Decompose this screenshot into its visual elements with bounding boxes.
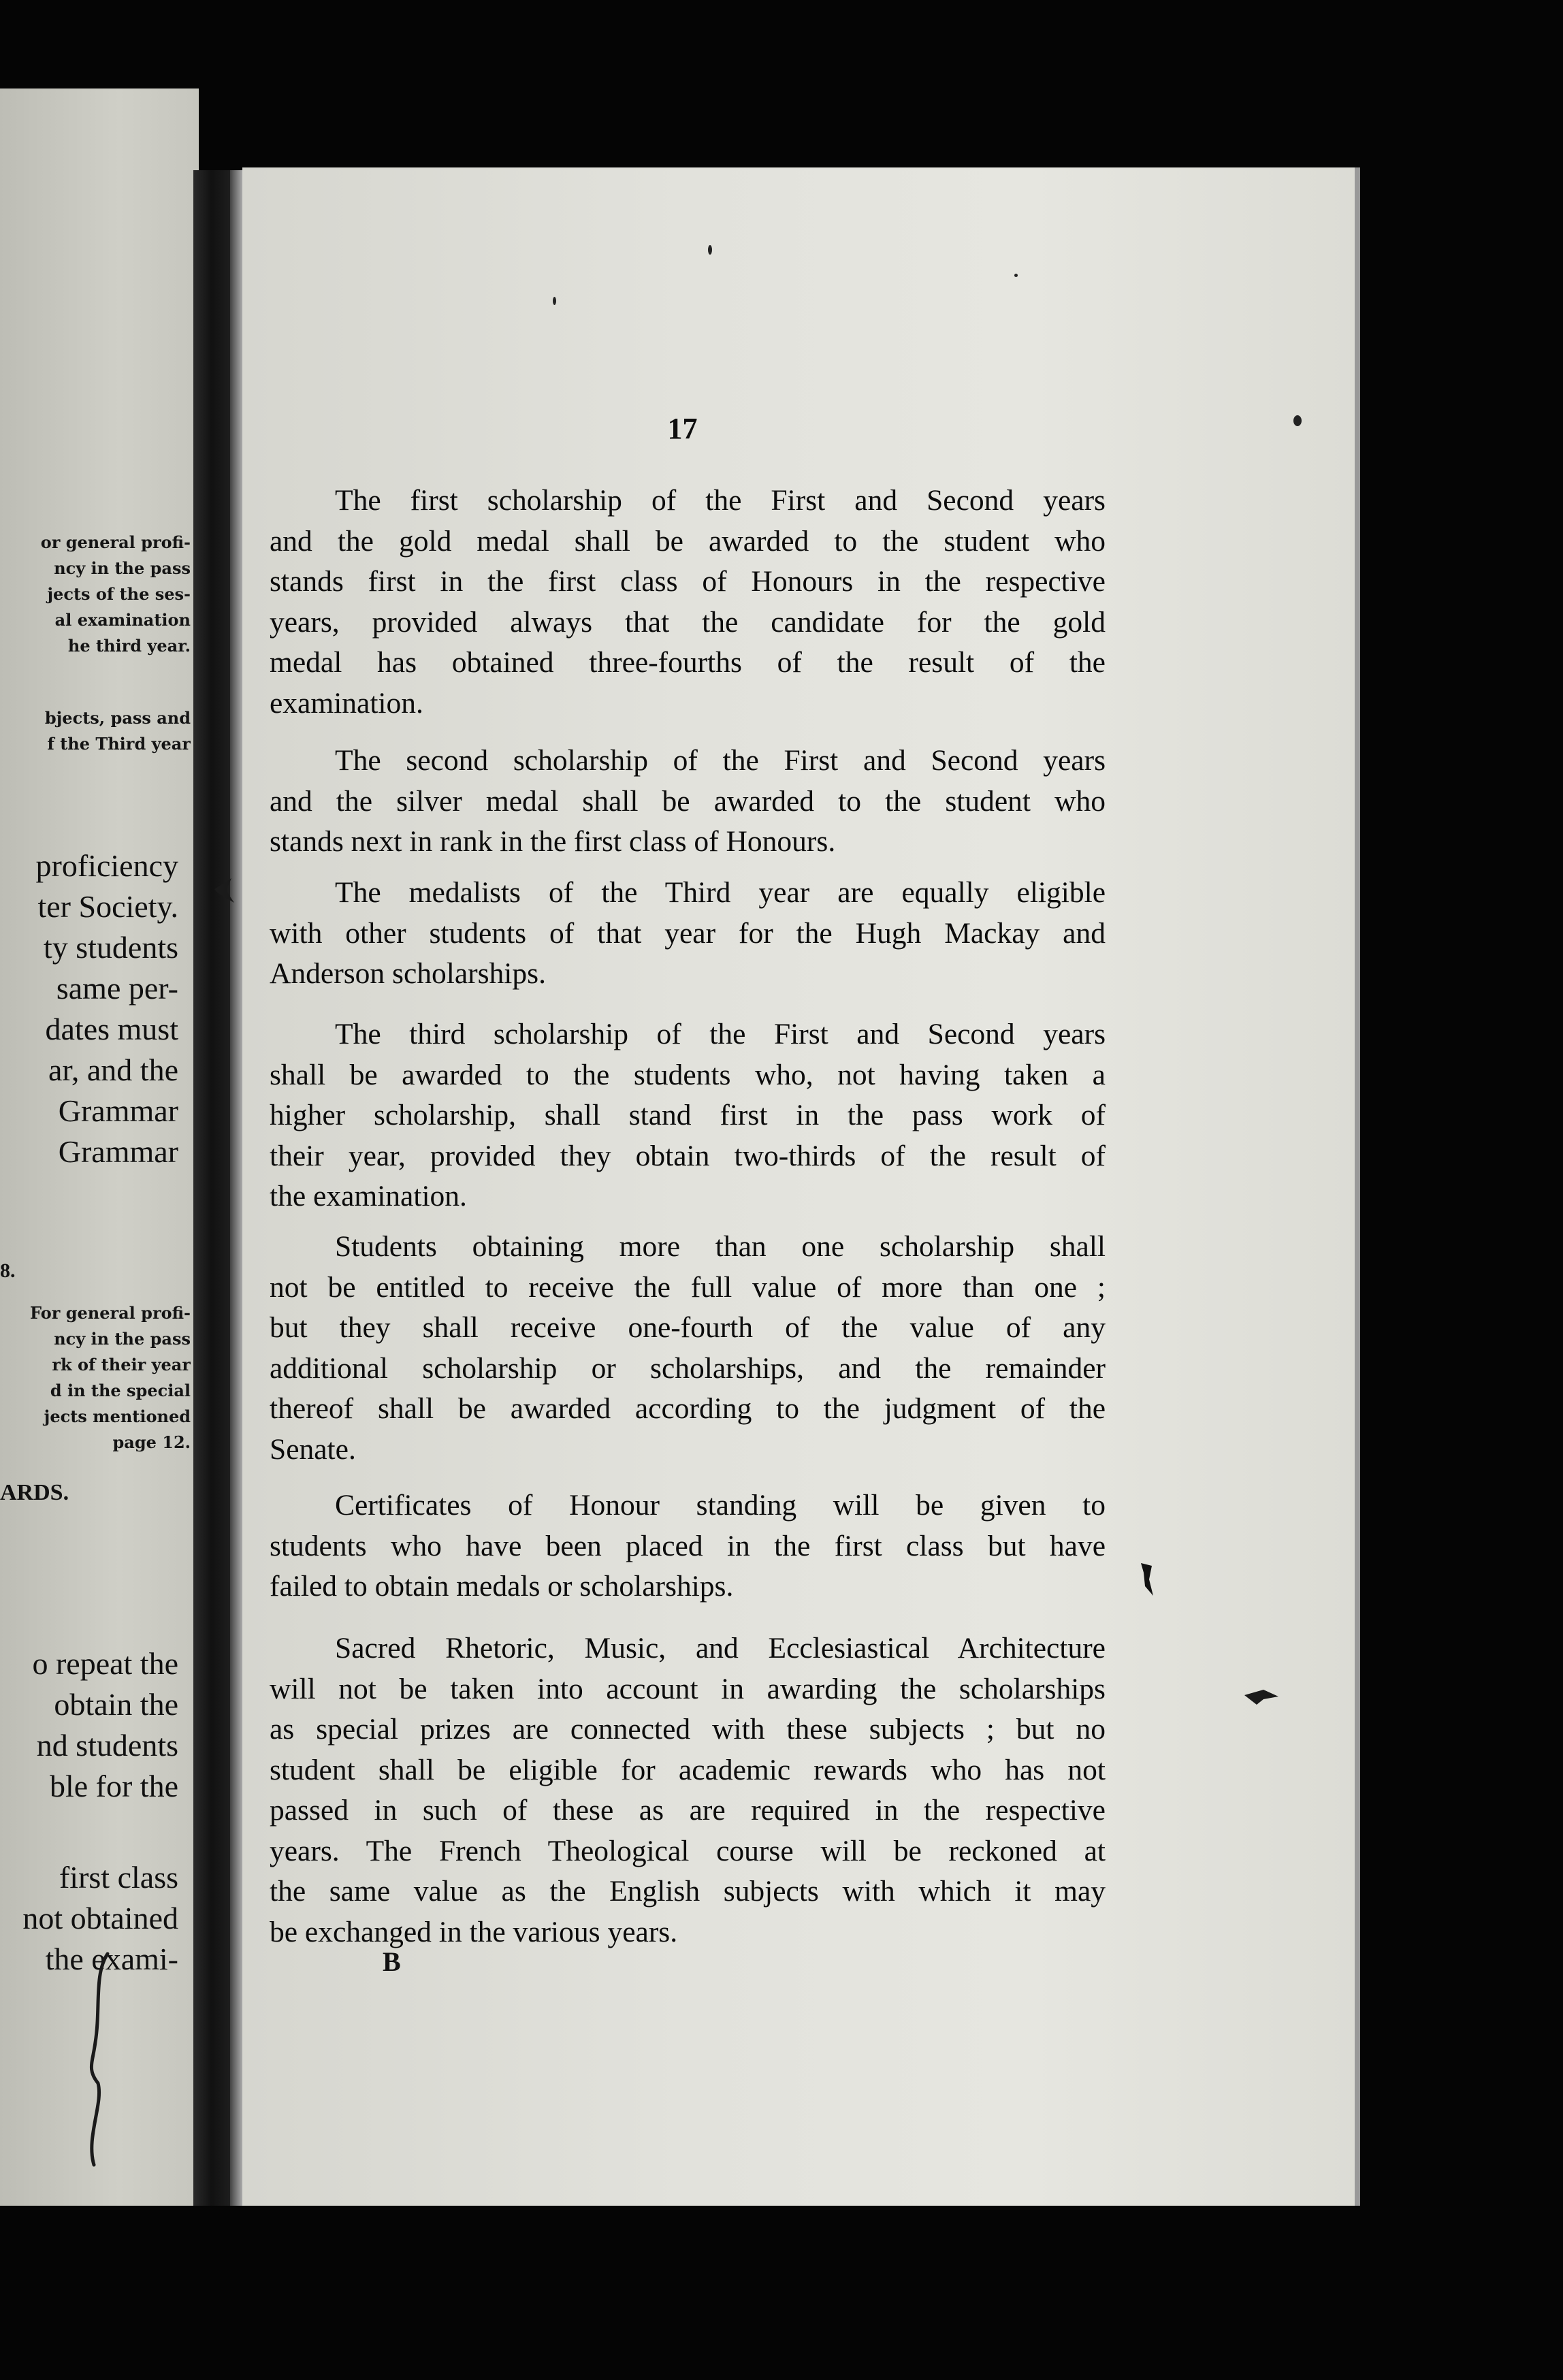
paragraph-line: will not be taken into account in awarding the scholarships bbox=[270, 1672, 1106, 1705]
paragraph-line: not be entitled to receive the full value of more than one ; bbox=[270, 1270, 1106, 1304]
paragraph-line: students who have been placed in the first class but have bbox=[270, 1529, 1106, 1562]
left-heading: ARDS. bbox=[0, 1480, 69, 1505]
margin-note-3 bbox=[0, 1300, 191, 1456]
left-text-block-2 bbox=[0, 1643, 178, 1807]
paragraph-line: Certificates of Honour standing will be given to bbox=[335, 1489, 1106, 1522]
paragraph-line: The first scholarship of the First and Second years bbox=[335, 484, 1106, 517]
left-text-line: ble for the bbox=[49, 1769, 178, 1803]
paragraph-line: their year, provided they obtain two-thirds of the result of bbox=[270, 1139, 1106, 1172]
left-text-line: the exami- bbox=[45, 1942, 178, 1976]
spine-edge bbox=[230, 170, 242, 2206]
paragraph-line: thereof shall be awarded according to the judgment of the bbox=[270, 1392, 1106, 1425]
scan-speck bbox=[708, 245, 712, 255]
paragraph bbox=[270, 481, 1106, 724]
paragraph-line: examination. bbox=[270, 686, 423, 720]
left-text-line: Grammar bbox=[58, 1134, 178, 1169]
paragraph-line: years, provided always that the candidate for the gold bbox=[270, 605, 1106, 639]
paragraph-line: with other students of that year for the Hugh Mackay and bbox=[270, 916, 1106, 950]
margin-note-2 bbox=[0, 705, 191, 757]
handwritten-brace-mark bbox=[80, 1947, 121, 2172]
margin-note-line: ncy in the pass bbox=[54, 1329, 191, 1349]
margin-note-line: rk of their year bbox=[52, 1355, 191, 1374]
left-text-line: ter Society. bbox=[37, 889, 178, 924]
paragraph-line: be exchanged in the various years. bbox=[270, 1915, 678, 1948]
paragraph bbox=[270, 1014, 1106, 1217]
page-number: 17 bbox=[667, 412, 698, 445]
paragraph-line: higher scholarship, shall stand first in the pass work of bbox=[270, 1099, 1106, 1131]
paragraph-line: additional scholarship or scholarships, and the remainder bbox=[270, 1351, 1106, 1385]
paragraph bbox=[270, 1485, 1106, 1607]
margin-note-line: page 12. bbox=[112, 1432, 191, 1452]
paragraph-line: student shall be eligible for academic rewards who has not bbox=[270, 1753, 1106, 1786]
page-edge bbox=[1355, 167, 1360, 2206]
paragraph-line: and the gold medal shall be awarded to the student who bbox=[270, 524, 1106, 558]
paragraph-line: Anderson scholarships. bbox=[270, 957, 546, 990]
left-text-line: o repeat the bbox=[32, 1646, 178, 1681]
left-text-line: first class bbox=[59, 1860, 178, 1895]
scan-speck bbox=[553, 297, 556, 305]
margin-note-line: ncy in the pass bbox=[54, 558, 191, 578]
margin-note-line: jects of the ses- bbox=[47, 584, 191, 604]
left-text-line: proficiency bbox=[35, 848, 178, 883]
left-text-line: ty students bbox=[43, 930, 178, 965]
paragraph bbox=[270, 1227, 1106, 1470]
paragraph bbox=[270, 1628, 1106, 1952]
paragraph-line: The third scholarship of the First and Second years bbox=[335, 1018, 1106, 1050]
paragraph-line: Sacred Rhetoric, Music, and Ecclesiastical Architecture bbox=[335, 1632, 1106, 1665]
left-text-line: not obtained bbox=[22, 1901, 178, 1935]
signature-mark: B bbox=[383, 1946, 401, 1977]
left-text-line: Grammar bbox=[58, 1093, 178, 1128]
paragraph-line: as special prizes are connected with these subjects ; but no bbox=[270, 1713, 1106, 1746]
paragraph-line: years. The French Theological course will be reckoned at bbox=[270, 1834, 1106, 1867]
left-text-line: ar, and the bbox=[48, 1052, 178, 1087]
paragraph-line: Senate. bbox=[270, 1432, 356, 1466]
book-spine bbox=[193, 170, 230, 2206]
left-page bbox=[0, 89, 199, 2206]
margin-note-line: d in the special bbox=[50, 1381, 191, 1400]
scan-speck bbox=[1014, 274, 1018, 277]
margin-note-line: f the Third year bbox=[47, 734, 191, 754]
paragraph-line: stands next in rank in the first class of Honours. bbox=[270, 825, 836, 858]
ink-blot bbox=[1137, 1559, 1157, 1600]
left-section-number: 8. bbox=[0, 1259, 16, 1282]
paragraph-line: The medalists of the Third year are equally eligible bbox=[335, 876, 1106, 909]
paragraph-line: stands first in the first class of Honours in the respective bbox=[270, 565, 1106, 598]
paragraph-line: and the silver medal shall be awarded to the student who bbox=[270, 784, 1106, 818]
margin-note-line: he third year. bbox=[67, 636, 191, 656]
ink-blot bbox=[1243, 1687, 1281, 1706]
paragraph bbox=[270, 741, 1106, 863]
margin-note-line: jects mentioned bbox=[44, 1406, 191, 1426]
paragraph-line: shall be awarded to the students who, not having taken a bbox=[270, 1058, 1106, 1091]
margin-note-1 bbox=[0, 530, 191, 659]
margin-note-line: bjects, pass and bbox=[44, 708, 191, 728]
paragraph-line: the examination. bbox=[270, 1180, 467, 1212]
left-text-line: dates must bbox=[45, 1012, 178, 1046]
left-text-line: obtain the bbox=[54, 1687, 178, 1722]
scan-speck bbox=[1293, 415, 1302, 426]
paragraph-line: but they shall receive one-fourth of the value of any bbox=[270, 1311, 1106, 1344]
paragraph-line: failed to obtain medals or scholarships. bbox=[270, 1570, 734, 1603]
left-text-line: nd students bbox=[36, 1728, 178, 1763]
paragraph bbox=[270, 873, 1106, 995]
left-text-line: same per- bbox=[56, 971, 178, 1006]
paragraph-line: medal has obtained three-fourths of the result of the bbox=[270, 646, 1106, 679]
margin-note-line: For general profi- bbox=[29, 1303, 191, 1323]
margin-note-line: al examination bbox=[54, 610, 191, 630]
left-text-block-1 bbox=[0, 846, 178, 1172]
ink-blot bbox=[211, 875, 238, 905]
paragraph-line: Students obtaining more than one scholarship shall bbox=[335, 1230, 1106, 1263]
paragraph-line: The second scholarship of the First and Second years bbox=[335, 744, 1106, 777]
paragraph-line: passed in such of these as are required in the respective bbox=[270, 1794, 1106, 1827]
paragraph-line: the same value as the English subjects with which it may bbox=[270, 1875, 1106, 1908]
margin-note-line: or general profi- bbox=[40, 532, 191, 552]
